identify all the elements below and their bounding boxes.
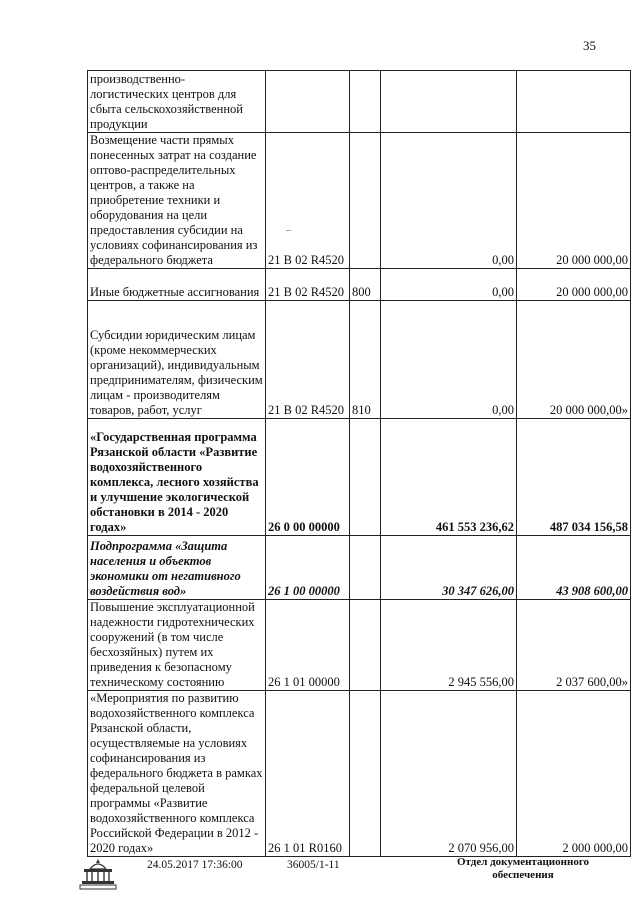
table-row [88, 133, 631, 269]
row-name: «Государственная программа Рязанской области «Развитие водохозяйственного комплекса, лесного хозяйства и улучшение экологической обстановки в 2014 - 2020 годах» [88, 419, 266, 536]
table-row [88, 269, 631, 301]
row-amount-2017: 30 347 626,00 [381, 536, 517, 600]
row-code: 21 В 02 R4520 [266, 269, 350, 301]
row-amount-2018: 2 000 000,00 [517, 691, 631, 857]
row-vr [350, 691, 381, 857]
row-code: 21 В 02 R4520 [266, 301, 350, 419]
footer-doc-number: 36005/1-11 [287, 859, 340, 871]
row-amount-2018: 2 037 600,00» [517, 600, 631, 691]
row-code: 26 1 00 00000 [266, 536, 350, 600]
row-vr: 810 [350, 301, 381, 419]
row-vr [350, 133, 381, 269]
row-vr [350, 600, 381, 691]
row-amount-2018 [517, 71, 631, 133]
row-code: 26 0 00 00000 [266, 419, 350, 536]
table-row [88, 419, 631, 536]
row-amount-2018: 20 000 000,00» [517, 301, 631, 419]
row-amount-2017: 0,00 [381, 301, 517, 419]
page-number: 35 [583, 38, 596, 53]
row-amount-2017 [381, 71, 517, 133]
row-name: Повышение эксплуатационной надежности гидротехнических сооружений (в том числе бесхозяйных) путем их приведения к безопасному техническому состоянию [88, 600, 266, 691]
row-vr [350, 536, 381, 600]
row-amount-2018: 20 000 000,00 [517, 269, 631, 301]
row-vr [350, 419, 381, 536]
row-code [266, 71, 350, 133]
table-row [88, 600, 631, 691]
footer-dept-line1: Отдел документационного [456, 856, 590, 868]
row-amount-2017: 2 070 956,00 [381, 691, 517, 857]
row-name: Возмещение части прямых понесенных затрат на создание оптово-распределительных центров, а также на приобретение техники и оборудования на цели предоставления субсидии на условиях софинансирования из федерального бюджета [88, 133, 266, 269]
duma-building-icon [78, 857, 118, 891]
table-row [88, 71, 631, 133]
row-code: 26 1 01 R0160 [266, 691, 350, 857]
stray-dash-mark: – [286, 225, 291, 236]
row-amount-2017: 2 945 556,00 [381, 600, 517, 691]
row-name: Субсидии юридическим лицам (кроме некоммерческих организаций), индивидуальным предпринимателям, физическим лицам - производителям товаров, работ, услуг [88, 301, 266, 419]
row-name: Подпрограмма «Защита населения и объектов экономики от негативного воздействия вод» [88, 536, 266, 600]
row-amount-2018: 487 034 156,58 [517, 419, 631, 536]
table-row [88, 691, 631, 857]
row-code: 26 1 01 00000 [266, 600, 350, 691]
row-code: 21 В 02 R4520 [266, 133, 350, 269]
row-vr: 800 [350, 269, 381, 301]
table-row [88, 301, 631, 419]
footer-department [432, 856, 614, 882]
row-amount-2018: 20 000 000,00 [517, 133, 631, 269]
budget-table [87, 70, 631, 857]
row-name: «Мероприятия по развитию водохозяйственного комплекса Рязанской области, осуществляемые на условиях софинансирования из федерального бюджета в рамках федеральной целевой программы «Развитие водохозяйственного комплекса Российской Федерации в 2012 - 2020 годах» [88, 691, 266, 857]
row-vr [350, 71, 381, 133]
row-amount-2017: 0,00 [381, 133, 517, 269]
row-name: Иные бюджетные ассигнования [88, 269, 266, 301]
row-name: производственно-логистических центров для сбыта сельскохозяйственной продукции [88, 71, 266, 133]
footer-dept-line2: обеспечения [492, 869, 554, 881]
footer-date: 24.05.2017 17:36:00 [147, 859, 243, 871]
table-row [88, 536, 631, 600]
row-amount-2017: 0,00 [381, 269, 517, 301]
row-amount-2017: 461 553 236,62 [381, 419, 517, 536]
row-amount-2018: 43 908 600,00 [517, 536, 631, 600]
